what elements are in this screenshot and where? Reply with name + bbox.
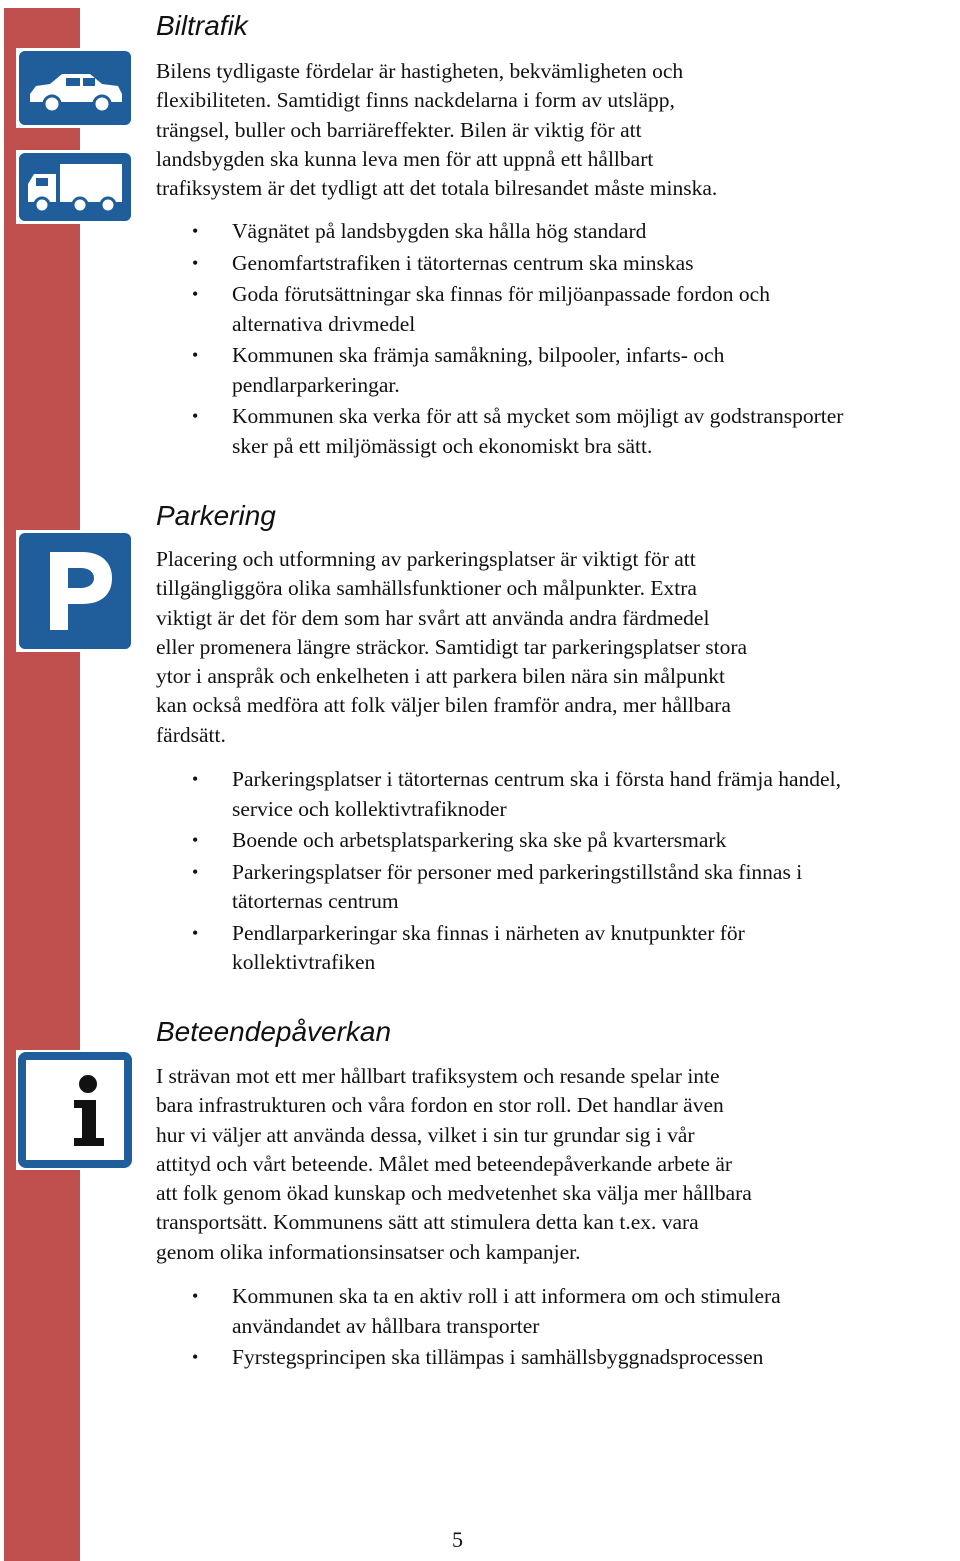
list-item: • Parkeringsplatser i tätorternas centrum ska i första hand främja handel, service och kollektivtrafiknoder [192,767,841,821]
paragraph-beteende: I strävan mot ett mer hållbart trafiksystem och resande spelar inte bara infrastrukturen och våra fordon en stor roll. Det handlar även hur vi väljer att använda dessa, vilket i sin tur grundar sig i vår attityd och vårt beteende. Målet med beteendepåverkande arbete är att folk genom ökad kunskap och medvetenhet ska välja mer hållbara transportsätt. Kommunens sätt att stimulera detta kan t.ex. vara genom olika informationsinsatser och kampanjer. [156,1064,752,1264]
car-icon [16,48,134,128]
list-item: • Genomfartstrafiken i tätorternas centrum ska minskas [192,250,694,275]
page-number: 5 [452,1527,463,1552]
list-item: • Parkeringsplatser för personer med parkeringstillstånd ska finnas i tätorternas centrum [192,859,803,913]
list-item: • Pendlarparkeringar ska finnas i närheten av knutpunkter för kollektivtrafiken [192,920,745,974]
list-item: • Vägnätet på landsbygden ska hålla hög standard [192,219,647,243]
bullet-list-parkering [156,765,841,980]
list-item: • Goda förutsättningar ska finnas för miljöanpassade fordon och alternativa drivmedel [192,282,770,336]
parking-sign [16,530,134,652]
side-color-bar [4,8,80,1561]
list-item: • Kommunen ska främja samåkning, bilpooler, infarts- och pendlarparkeringar. [192,343,725,397]
list-item: • Kommunen ska ta en aktiv roll i att informera om och stimulera användandet av hållbara transporter [192,1284,781,1338]
section-heading-beteende: Beteendepåverkan [156,1016,392,1047]
paragraph-biltrafik: Bilens tydligaste fördelar är hastigheten, bekvämligheten och flexibiliteten. Samtidigt finns nackdelarna i form av utsläpp, trängsel, buller och barriäreffekter. Bilen är viktig för att landsbygden ska kunna leva men för att uppnå ett hållbart trafiksystem är det tydligt att det totala bilresandet måste minska. [156,59,718,201]
truck-icon [16,150,134,224]
bullet-list-beteende [156,1282,781,1375]
parking-sign-icon [16,530,134,652]
list-item: • Fyrstegsprincipen ska tillämpas i samhällsbyggnadsprocessen [192,1345,764,1369]
car-sign [16,48,134,128]
info-sign-icon [16,1050,134,1170]
section-heading-biltrafik: Biltrafik [156,10,248,41]
list-item: • Kommunen ska verka för att så mycket som möjligt av godstransporter sker på ett miljömässigt och ekonomiskt bra sätt. [192,404,844,458]
bullet-list-biltrafik [156,217,843,463]
paragraph-parkering: Placering och utformning av parkeringsplatser är viktigt för att tillgängliggöra olika samhällsfunktioner och målpunkter. Extra viktigt är det för dem som har svårt att använda andra färdmedel eller promenera längre sträckor. Samtidigt tar parkeringsplatser stora ytor i anspråk och enkelheten i att parkera bilen nära sin målpunkt kan också medföra att folk väljer bilen framför andra, mer hållbara färdsätt. [156,547,748,747]
section-heading-parkering: Parkering [156,500,276,531]
list-item: • Boende och arbetsplatsparkering ska ske på kvartersmark [192,828,727,852]
truck-sign [16,150,134,224]
information-sign [16,1050,134,1170]
